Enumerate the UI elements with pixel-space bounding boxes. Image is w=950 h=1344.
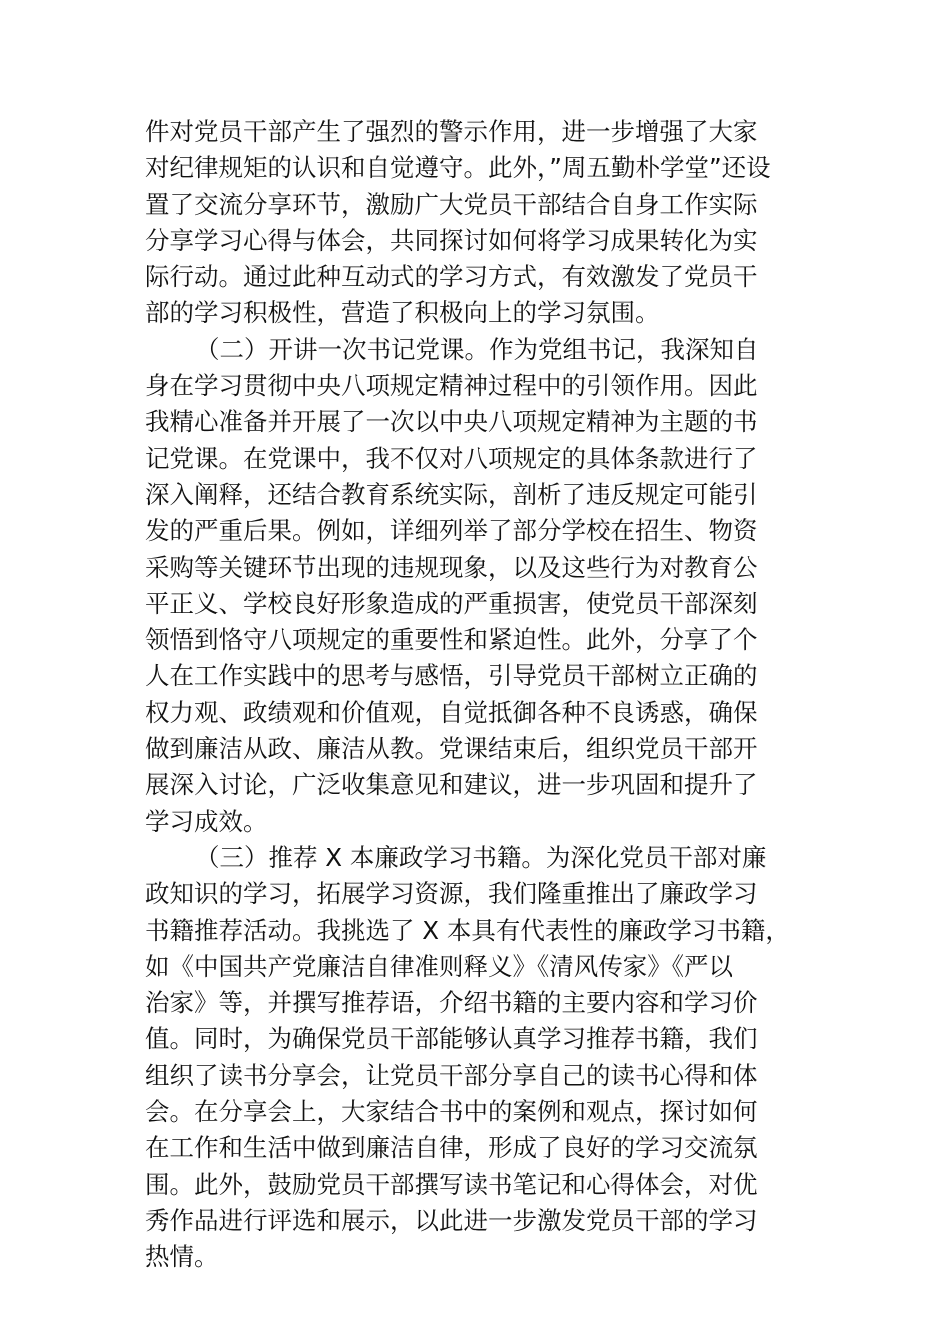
section-heading-line: （二）开讲一次书记党课。作为党组书记，我深知自 — [195, 334, 759, 364]
text-line: 治家》等，并撰写推荐语，介绍书籍的主要内容和学习价 — [145, 988, 758, 1018]
text-line: 权力观、政绩观和价值观，自觉抵御各种不良诱惑，确保 — [145, 697, 758, 727]
text-line: 记党课。在党课中，我不仅对八项规定的具体条款进行了 — [145, 443, 758, 473]
text-line: 政知识的学习，拓展学习资源，我们隆重推出了廉政学习 — [145, 879, 758, 909]
text-line: 在工作和生活中做到廉洁自律，形成了良好的学习交流氛 — [145, 1133, 758, 1163]
text-line: 人在工作实践中的思考与感悟，引导党员干部树立正确的 — [145, 661, 758, 691]
text-line: 置了交流分享环节，激励广大党员干部结合自身工作实际 — [145, 189, 758, 219]
text-line: 际行动。通过此种互动式的学习方式，有效激发了党员干 — [145, 262, 758, 292]
text-line: 件对党员干部产生了强烈的警示作用，进一步增强了大家 — [145, 117, 758, 146]
text-line: 如《中国共产党廉洁自律准则释义》《清风传家》《严以 — [145, 951, 733, 981]
text-line: 领悟到恪守八项规定的重要性和紧迫性。此外，分享了个 — [145, 625, 758, 655]
text-line: 身在学习贯彻中央八项规定精神过程中的引领作用。因此 — [145, 371, 758, 401]
text-line: 对纪律规矩的认识和自觉遵守。此外，”周五勤朴学堂”还设 — [145, 153, 771, 183]
text-line: 秀作品进行评选和展示，以此进一步激发党员干部的学习 — [145, 1205, 758, 1235]
text-line: 围。此外，鼓励党员干部撰写读书笔记和心得体会，对优 — [145, 1169, 758, 1199]
text-line: 做到廉洁从政、廉洁从教。党课结束后，组织党员干部开 — [145, 734, 758, 764]
text-line: 采购等关键环节出现的违规现象，以及这些行为对教育公 — [145, 552, 758, 582]
text-line: 展深入讨论，广泛收集意见和建议，进一步巩固和提升了 — [145, 770, 758, 800]
text-line: 会。在分享会上，大家结合书中的案例和观点，探讨如何 — [145, 1097, 758, 1127]
text-line: 热情。 — [145, 1242, 219, 1272]
text-line: 发的严重后果。例如，详细列举了部分学校在招生、物资 — [145, 516, 758, 546]
text-line: 分享学习心得与体会，共同探讨如何将学习成果转化为实 — [145, 225, 758, 255]
body-text — [145, 114, 813, 1276]
text-line: 我精心准备并开展了一次以中央八项规定精神为主题的书 — [145, 407, 758, 437]
text-line: 深入阐释，还结合教育系统实际，剖析了违反规定可能引 — [145, 479, 758, 509]
text-line: 书籍推荐活动。我挑选了 X 本具有代表性的廉政学习书籍， — [145, 915, 790, 945]
text-line: 学习成效。 — [145, 806, 268, 836]
text-line: 部的学习积极性，营造了积极向上的学习氛围。 — [145, 298, 660, 328]
section-heading-line: （三）推荐 X 本廉政学习书籍。为深化党员干部对廉 — [195, 842, 767, 872]
text-line: 值。同时，为确保党员干部能够认真学习推荐书籍，我们 — [145, 1024, 758, 1054]
text-line: 组织了读书分享会，让党员干部分享自己的读书心得和体 — [145, 1060, 758, 1090]
text-line: 平正义、学校良好形象造成的严重损害，使党员干部深刻 — [145, 588, 758, 618]
